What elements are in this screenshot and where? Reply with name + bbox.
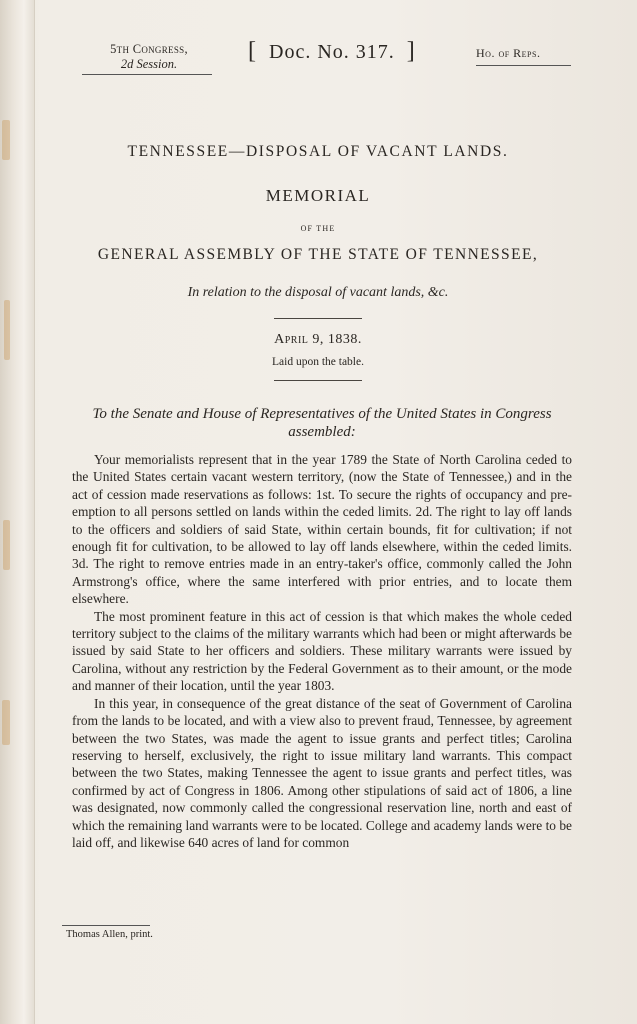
bracket-right: ]	[406, 38, 416, 64]
divider	[274, 380, 362, 381]
congress-session	[86, 42, 212, 75]
date-line	[58, 332, 578, 348]
session-label: 2d Session.	[120, 57, 178, 71]
doc-number	[248, 38, 416, 65]
document-header	[58, 38, 578, 78]
congress-label: 5th Congress,	[110, 42, 188, 56]
memorial-body	[72, 451, 572, 851]
divider	[274, 318, 362, 319]
date-text: April 9, 1838.	[274, 332, 362, 347]
relation-subtitle: In relation to the disposal of vacant lands, &c.	[187, 285, 449, 300]
divider	[62, 925, 150, 926]
subject-title: TENNESSEE—DISPOSAL OF VACANT LANDS.	[127, 143, 509, 160]
paper-stain	[2, 700, 10, 745]
paper-stain	[2, 120, 10, 160]
laid-upon-table: Laid upon the table.	[272, 356, 364, 368]
paragraph: Your memorialists represent that in the year 1789 the State of North Carolina ceded to the United States certain vacant western territory, (now the State of Tennessee,) and in the act of cession made reservations as follows: 1st. To secure the rights of occupancy and pre-emption to all persons settled on lands within the ceded limits. 2d. The right to lay off lands to the officers and soldiers of said State, within certain bounds, fit for cultivation; if not enough fit for cultivation, to be allowed to lay off lands elsewhere, within the ceded limits. 3d. The right to remove entries made in an entry-taker's office, commonly called the John Armstrong's office, where the same interfered with prior entries, and to locate them elsewhere.	[72, 452, 572, 607]
divider	[82, 74, 212, 75]
of-the-label: OF THE	[300, 224, 336, 233]
assembly-title: GENERAL ASSEMBLY OF THE STATE OF TENNESSEE,	[97, 246, 539, 263]
salutation: To the Senate and House of Representatives of the United States in Congress assembled:	[92, 406, 552, 440]
printer-credit: Thomas Allen, print.	[66, 929, 153, 940]
binding-edge	[0, 0, 35, 1024]
doc-number-text: Doc. No. 317.	[269, 41, 395, 63]
document-type: MEMORIAL	[265, 186, 371, 205]
paper-stain	[3, 520, 10, 570]
house-text: Ho. of Reps.	[476, 46, 541, 60]
bracket-left: [	[248, 38, 257, 64]
paragraph: The most prominent feature in this act of cession is that which makes the whole ceded territory subject to the claims of the military warrants which had been or might afterwards be issued by said State to her officers and soldiers. These military warrants were issued by Carolina, without any restriction by the Federal Government as to their amount, or the mode and manner of their location, until the year 1803.	[72, 608, 572, 694]
house-label	[476, 46, 571, 66]
divider	[476, 65, 571, 66]
paper-stain	[4, 300, 10, 360]
paragraph: In this year, in consequence of the great distance of the seat of Government of Carolina from the lands to be located, and with a view also to prevent fraud, Tennessee, by agreement between the two States, was made the agent to issue grants and perfect titles; Carolina reserving to herself, exclusively, the right to issue military land warrants. This compact between the two States, making Tennessee the agent to issue grants and perfect titles, was confirmed by act of Congress in 1806. Among other stipulations of said act of 1806, a line was designated, now commonly called the congressional reservation line, north and east of which the remaining land warrants were to be located. College and academy lands were to be laid off, and likewise 640 acres of land for common	[72, 695, 572, 850]
